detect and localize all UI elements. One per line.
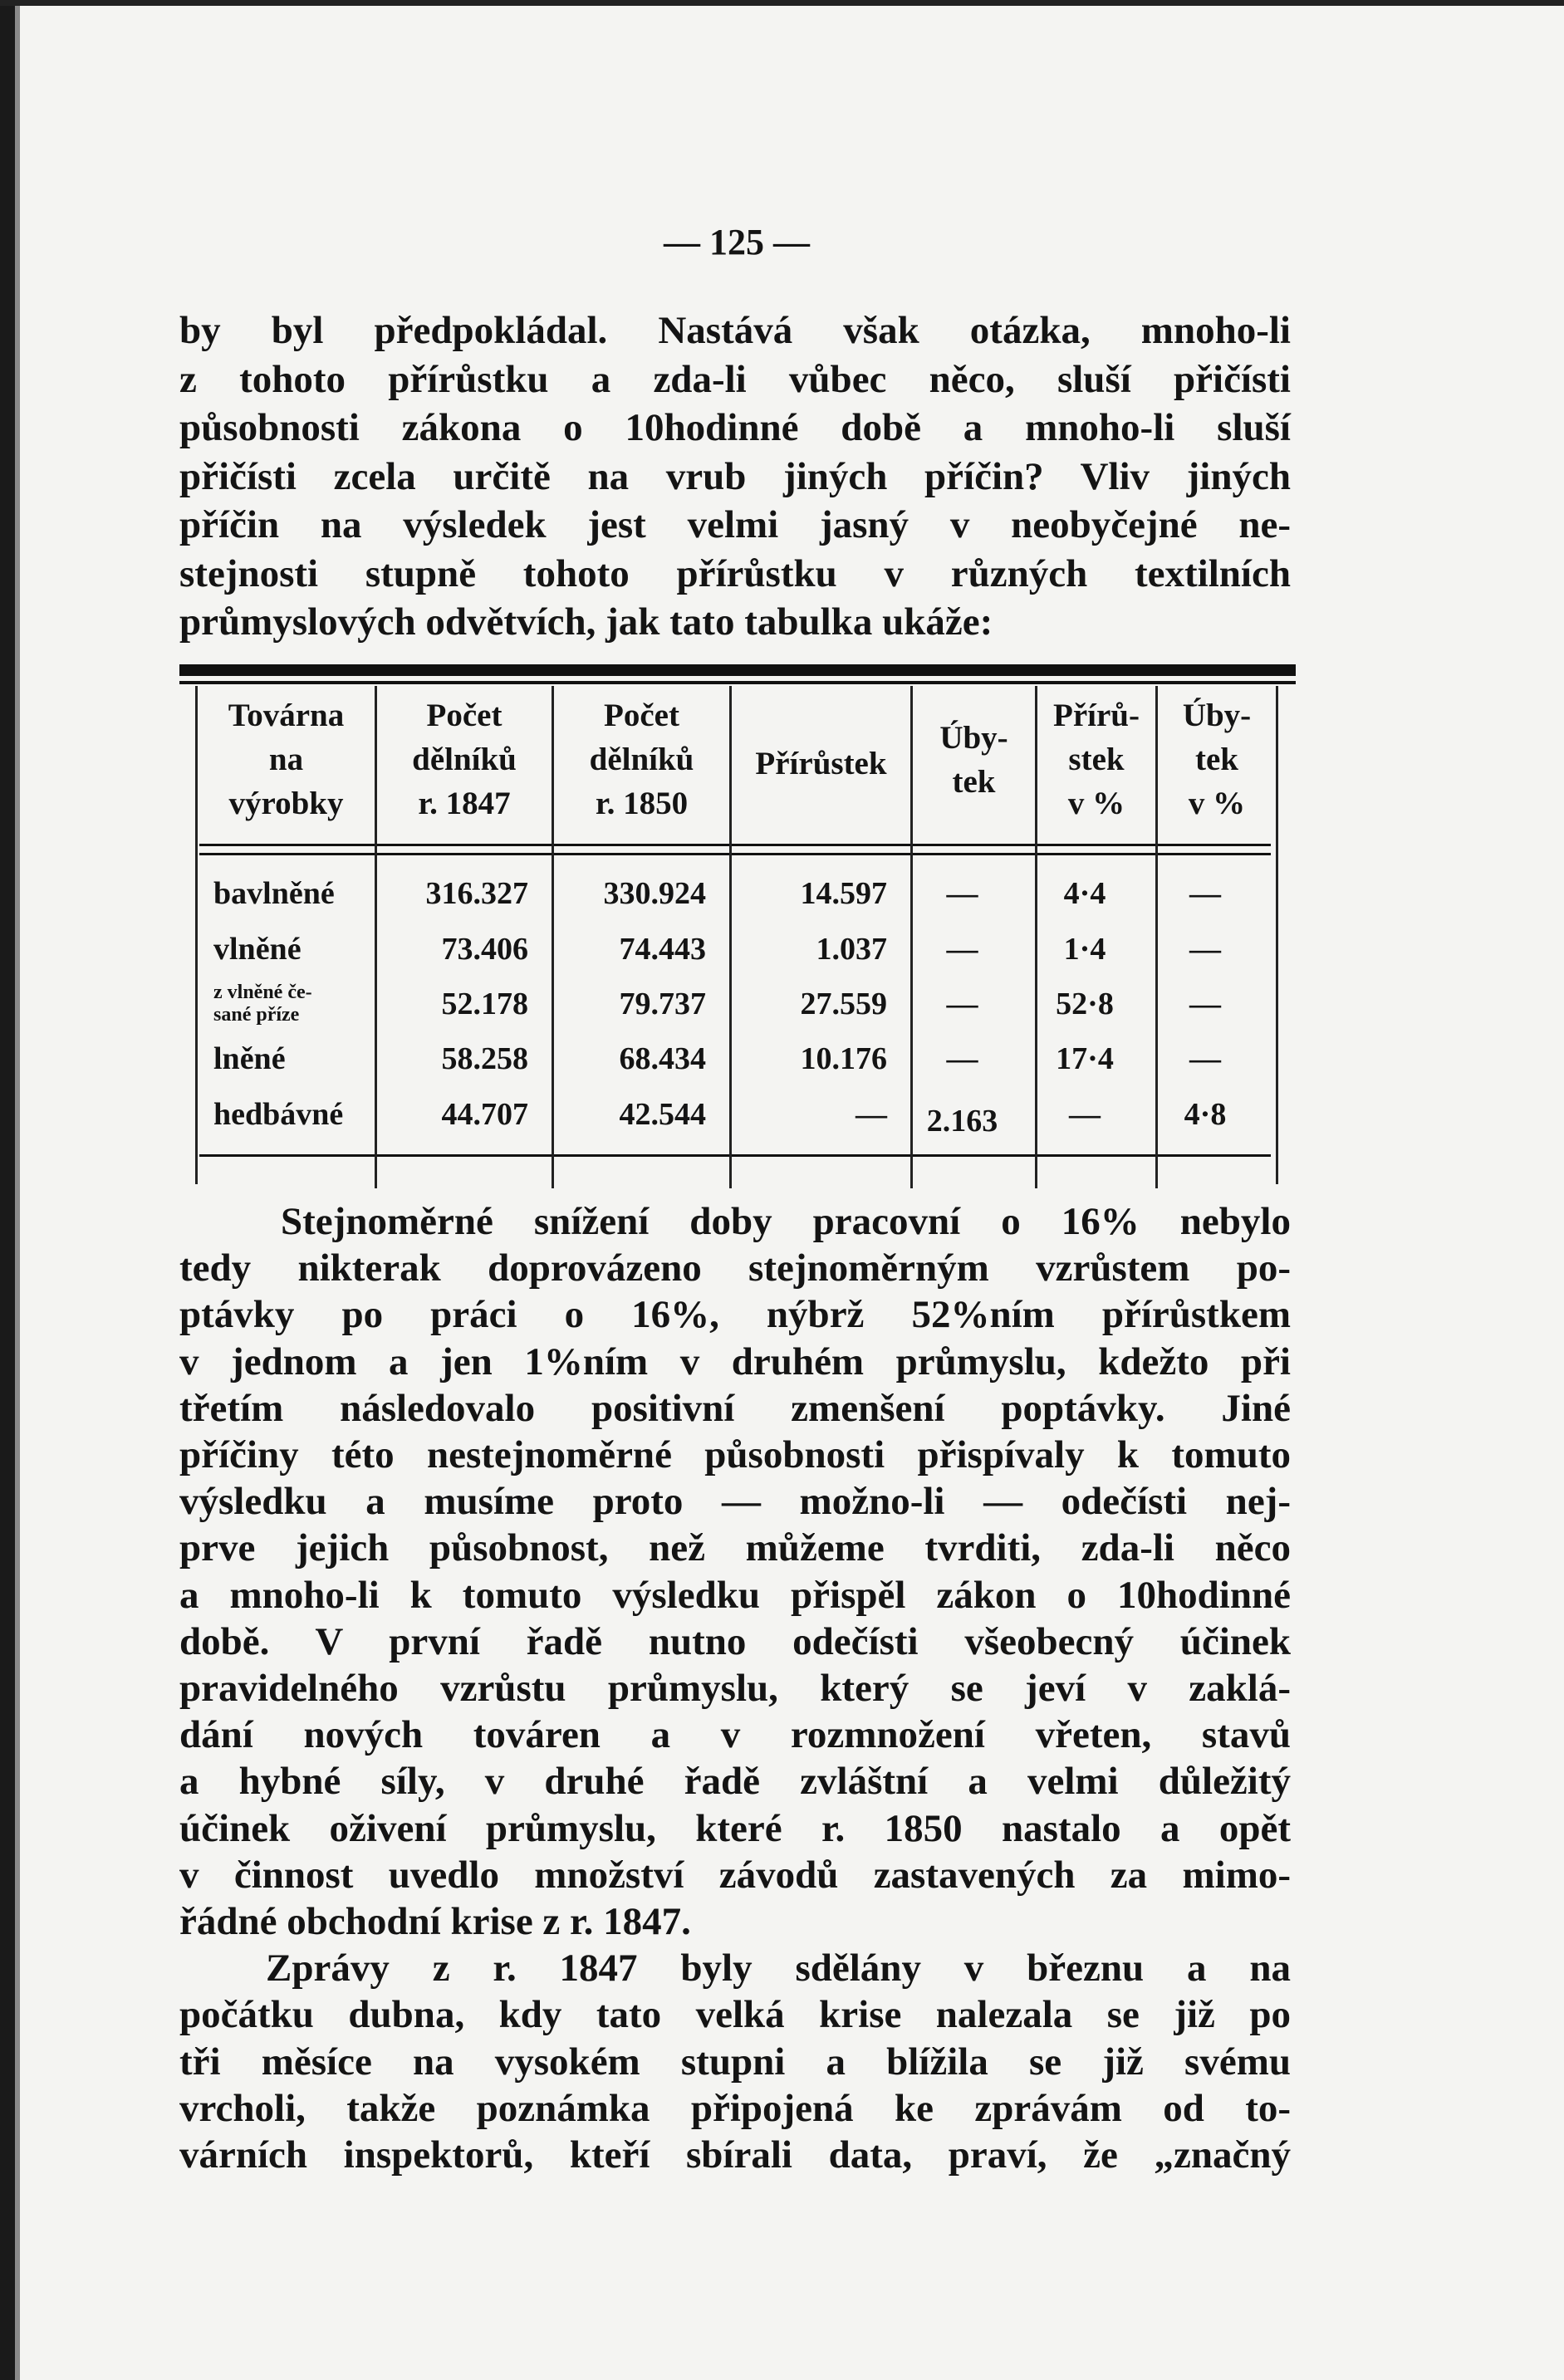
header-rule: [199, 844, 1271, 846]
table-cell: 1.037: [816, 932, 887, 967]
table-cell: 10.176: [800, 1041, 887, 1076]
text-line: účinek oživení průmyslu, které r. 1850 nastalo a opět: [179, 1806, 1291, 1850]
text-line: době. V první řadě nutno odečísti všeobecný účinek: [179, 1619, 1291, 1663]
text-line: výsledku a musíme proto — možno-li — odečísti nej-: [179, 1480, 1291, 1524]
table-cell: 4·4: [1063, 876, 1106, 911]
table-cell: 14.597: [800, 876, 887, 911]
scan-edge-left: [0, 0, 15, 2380]
table-cell: bavlněné: [213, 876, 335, 911]
text-line: stejnosti stupně tohoto přírůstku v různých textilních: [179, 551, 1291, 595]
table-cell: —: [1069, 1097, 1101, 1132]
text-line: v činnost uvedlo množství závodů zastavených za mimo-: [179, 1853, 1291, 1897]
table-cell: 52·8: [1056, 987, 1114, 1021]
table-cell: —: [946, 876, 978, 911]
text-line: tři měsíce na vysokém stupni a blížila se již svému: [179, 2040, 1291, 2084]
text-line: v jednom a jen 1%ním v druhém průmyslu, kdežto při: [179, 1339, 1291, 1383]
table-cell: —: [1189, 876, 1221, 911]
text-line: by byl předpokládal. Nastává však otázka, mnoho-li: [179, 309, 1291, 352]
scan-edge-shadow: [15, 0, 20, 2380]
table-cell: 27.559: [800, 987, 887, 1021]
table-cell: vlněné: [213, 932, 302, 967]
table-cell: 1·4: [1063, 932, 1106, 967]
text-line: a hybné síly, v druhé řadě zvláštní a velmi důležitý: [179, 1760, 1291, 1804]
text-line: přičísti zcela určitě na vrub jiných příčin? Vliv jiných: [179, 454, 1291, 498]
table-cell: 17·4: [1056, 1041, 1114, 1076]
text-line: průmyslových odvětvích, jak tato tabulka ukáže:: [179, 600, 993, 644]
table-cell: 79.737: [619, 987, 706, 1021]
table-top-thin-rule: [179, 681, 1296, 684]
table-cell: —: [946, 1041, 978, 1076]
text-line: působnosti zákona o 10hodinné době a mnoho-li sluší: [179, 406, 1291, 449]
text-line: vrcholi, takže poznámka připojená ke zprávám od to-: [179, 2086, 1291, 2130]
text-line: ptávky po práci o 16%, nýbrž 52%ním přírůstkem: [179, 1293, 1291, 1337]
text-line: a mnoho-li k tomuto výsledku přispěl zákon o 10hodinné: [179, 1573, 1291, 1617]
table-cell: 44.707: [441, 1097, 528, 1132]
text-line: Stejnoměrné snížení doby pracovní o 16% nebylo: [281, 1200, 1291, 1243]
column-header: Počet dělníků r. 1850: [589, 698, 694, 821]
table-cell: —: [856, 1097, 887, 1132]
table-cell: z vlněné če- sané příze: [213, 982, 312, 1026]
table-cell: lněné: [213, 1041, 286, 1076]
table-cell: —: [1189, 932, 1221, 967]
text-line: prve jejich působnost, než můžeme tvrditi, zda-li něco: [179, 1526, 1291, 1570]
text-line: počátku dubna, kdy tato velká krise nalezala se již po: [179, 1993, 1291, 2037]
text-line: Zprávy z r. 1847 byly sdělány v březnu a na: [266, 1947, 1291, 1991]
table-cell: 68.434: [619, 1041, 706, 1076]
table-cell: 74.443: [619, 932, 706, 967]
table-top-thick-rule: [179, 664, 1296, 676]
text-line: příčiny této nestejnoměrné působnosti přispívaly k tomuto: [179, 1433, 1291, 1476]
header-rule-double: [199, 853, 1271, 855]
table-cell: 42.544: [619, 1097, 706, 1132]
table-cell: —: [946, 987, 978, 1021]
table-cell: —: [1189, 987, 1221, 1021]
column-divider: [1276, 686, 1278, 1184]
table-cell: 4·8: [1184, 1097, 1227, 1132]
table-bottom-rule: [199, 1154, 1271, 1157]
column-header: Přírůstek: [755, 746, 887, 781]
column-header: Úby- tek v %: [1182, 698, 1252, 821]
column-header: Přírů- stek v %: [1053, 698, 1140, 821]
text-line: várních inspektorů, kteří sbírali data, praví, že „značný: [179, 2133, 1291, 2177]
table-cell: 316.327: [425, 876, 528, 911]
column-header: Úby- tek: [939, 720, 1008, 800]
page-number: — 125 —: [664, 222, 810, 262]
table-cell: —: [946, 932, 978, 967]
text-line: z tohoto přírůstku a zda-li vůbec něco, sluší přičísti: [179, 357, 1291, 401]
scan-edge-top: [0, 0, 1564, 6]
table-cell: 73.406: [441, 932, 528, 967]
table-cell: hedbávné: [213, 1097, 344, 1132]
table-cell: —: [1189, 1041, 1221, 1076]
text-line: řádné obchodní krise z r. 1847.: [179, 1900, 691, 1943]
text-line: dání nových továren a v rozmnožení vřeten, stavů: [179, 1713, 1291, 1757]
table-cell: 330.924: [603, 876, 706, 911]
text-line: třetím následovalo positivní zmenšení poptávky. Jiné: [179, 1386, 1291, 1430]
column-header: Továrna na výrobky: [228, 698, 345, 821]
column-header: Počet dělníků r. 1847: [412, 698, 517, 821]
table-cell: 2.163: [926, 1104, 998, 1139]
text-line: příčin na výsledek jest velmi jasný v neobyčejné ne-: [179, 503, 1291, 546]
table-cell: 58.258: [441, 1041, 528, 1076]
text-line: tedy nikterak doprovázeno stejnoměrným vzrůstem po-: [179, 1246, 1291, 1290]
text-line: pravidelného vzrůstu průmyslu, který se jeví v zaklá-: [179, 1667, 1291, 1710]
table-cell: 52.178: [441, 987, 528, 1021]
